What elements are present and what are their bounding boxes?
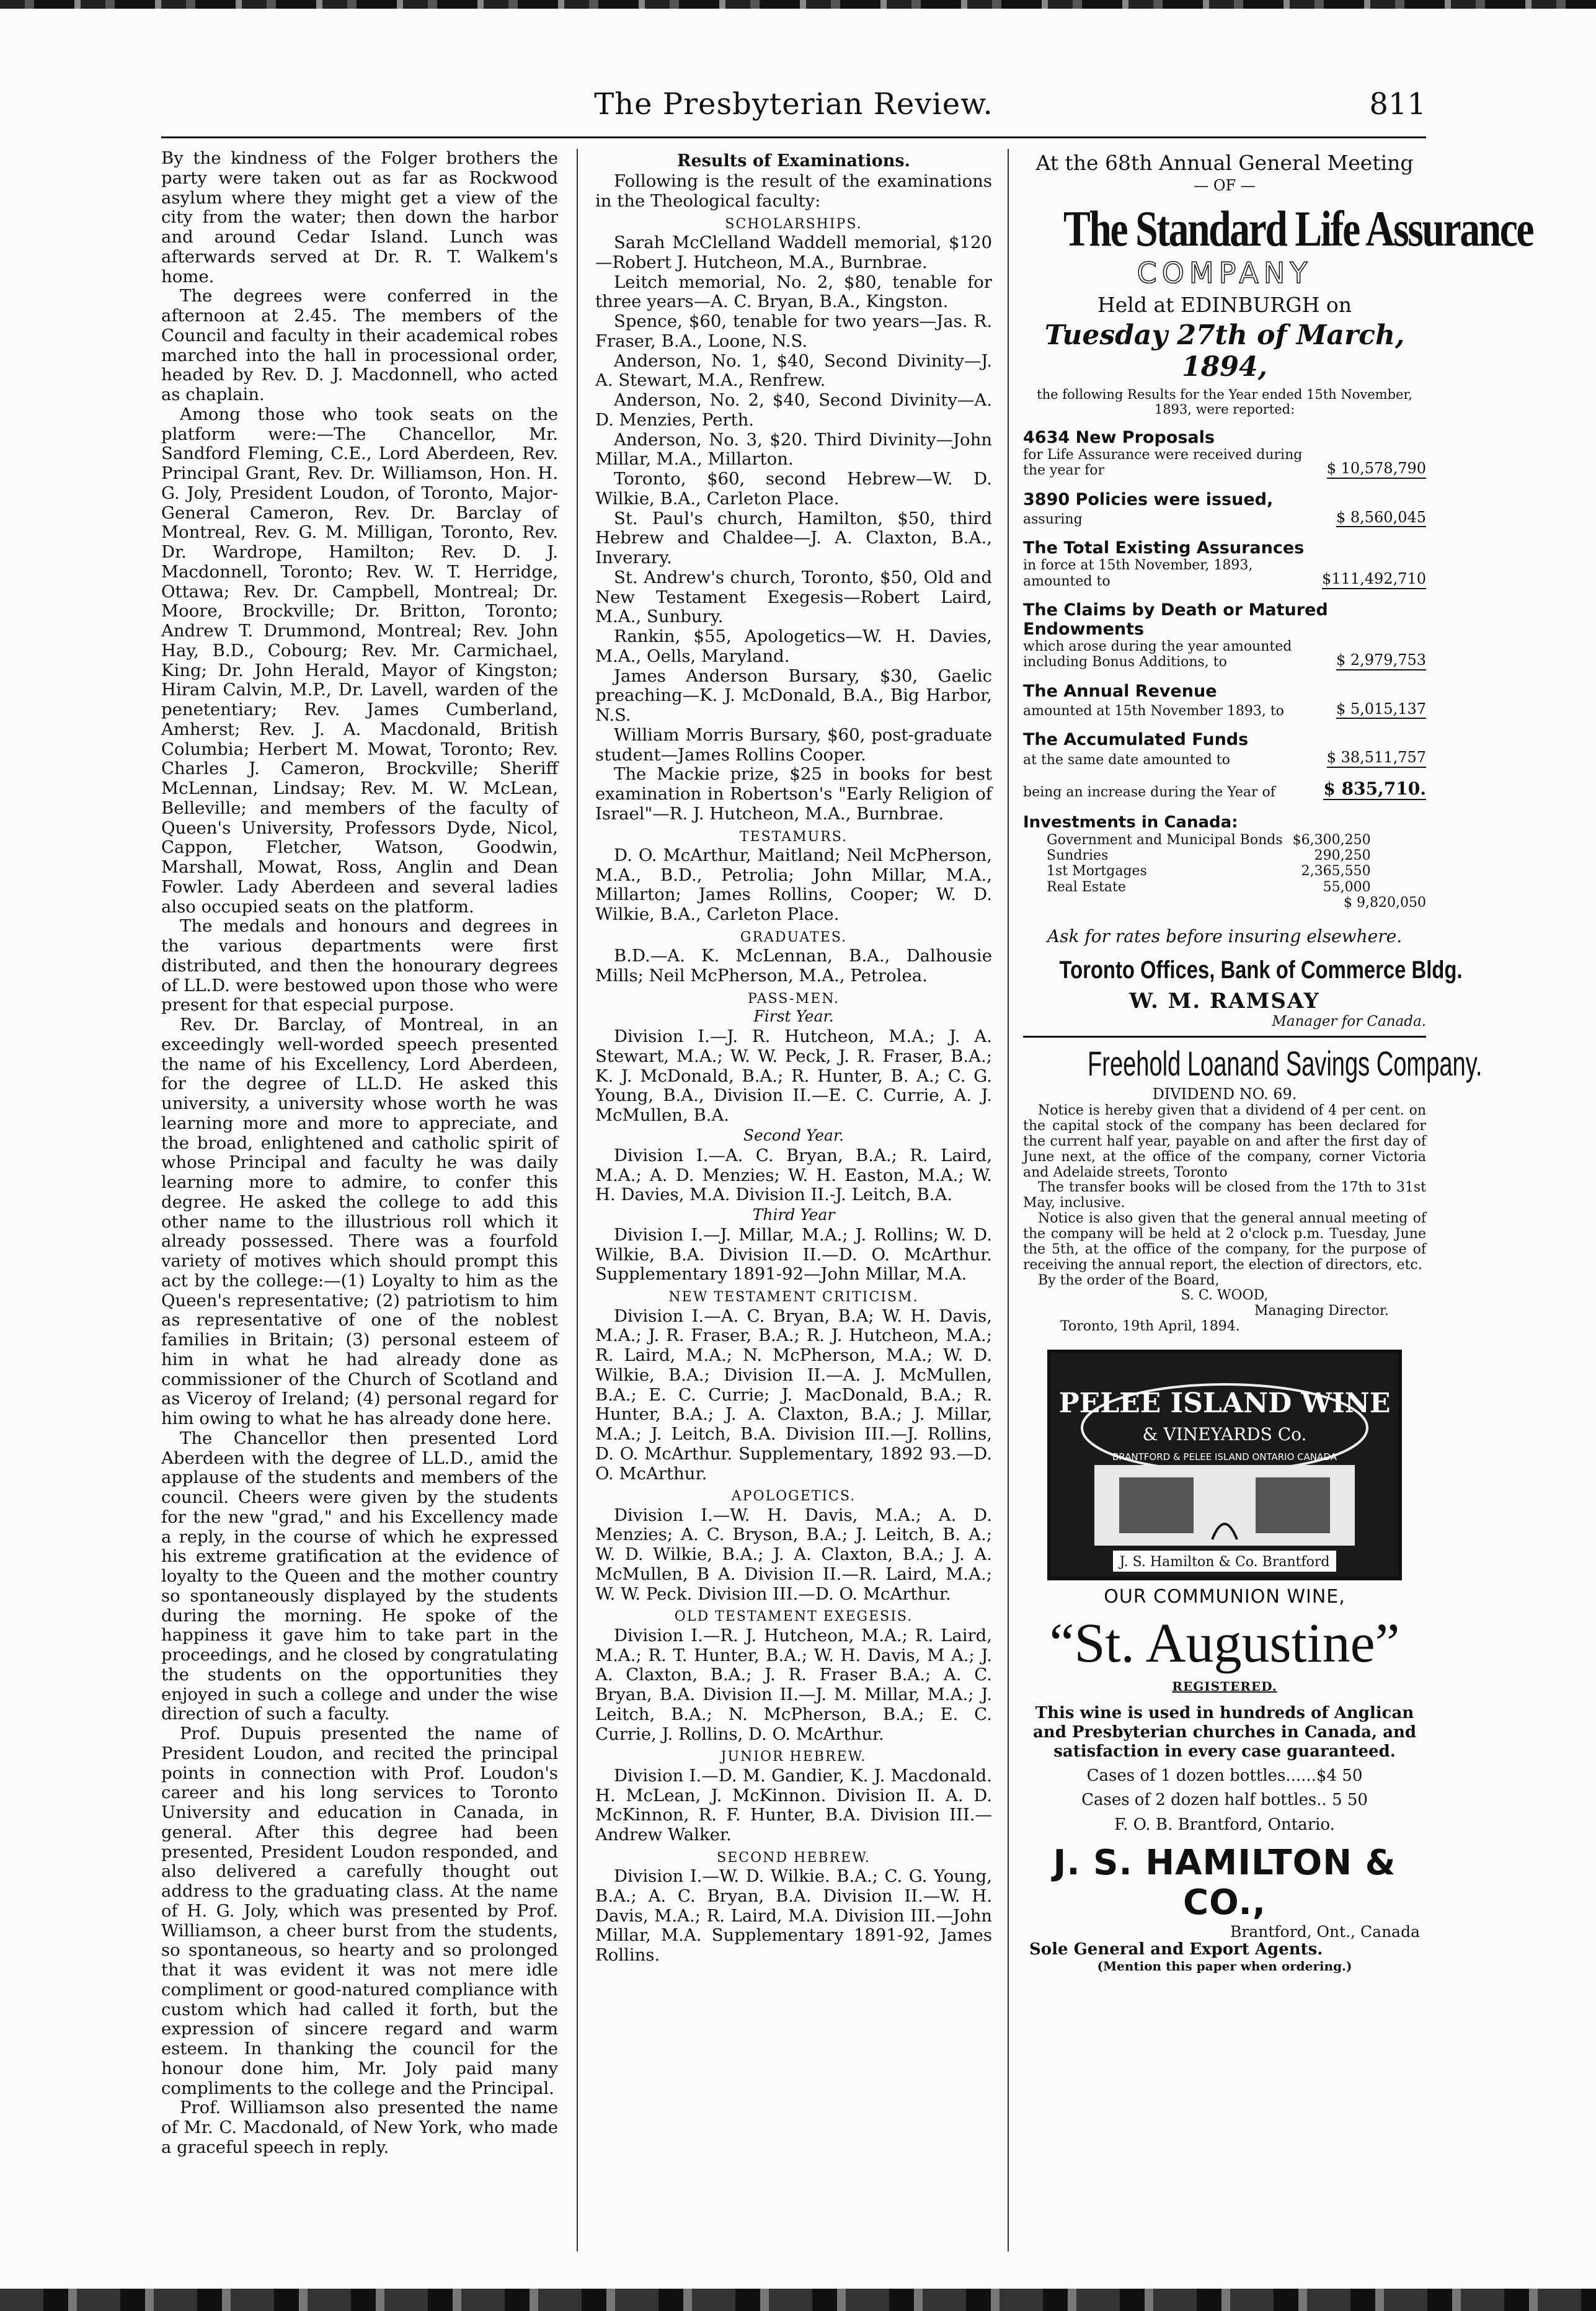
stat-item xyxy=(1023,538,1426,589)
ask-rates: Ask for rates before insuring elsewhere. xyxy=(1047,926,1403,947)
article-column-1 xyxy=(161,149,558,2158)
stat-amount: $ 38,511,757 xyxy=(1327,749,1426,768)
investments-table xyxy=(1042,832,1376,895)
stat-item xyxy=(1023,490,1426,528)
investment-row xyxy=(1042,879,1376,895)
stat-heading: The Annual Revenue xyxy=(1023,681,1217,701)
result-entry: Division I.—D. M. Gandier, K. J. Macdonald. H. McLean, J. McKinnon. Division II. A. D. McKinnon, R. F. Hunter, B.A. Division III.—Andrew Walker. xyxy=(595,1765,992,1845)
investments-block xyxy=(1023,814,1426,911)
section-title: OLD TESTAMENT EXEGESIS. xyxy=(674,1609,913,1625)
place-date: Toronto, 19th April, 1894. xyxy=(1060,1319,1240,1335)
dividend-number: DIVIDEND NO. 69. xyxy=(1152,1085,1297,1103)
notice-paragraph: Notice is hereby given that a dividend of 4 per cent. on the capital stock of the company has been declared for the current half year, payable on and after the first day of June next, at the office of the company, corner Victoria and Adelaide streets, Toronto xyxy=(1023,1103,1426,1180)
column-divider xyxy=(1008,149,1009,2251)
increase-row xyxy=(1023,779,1426,800)
result-entry: Anderson, No. 3, $20. Third Divinity—John Millar, M.A., Millarton. xyxy=(595,429,992,470)
cases-1: Cases of 1 dozen bottles......$4 50 xyxy=(1086,1766,1363,1785)
stat-text: in force at 15th November, 1893, amounted to xyxy=(1023,558,1253,589)
firm-name: J. S. HAMILTON & CO., xyxy=(1053,1842,1396,1923)
held-line: Held at EDINBURGH on xyxy=(1097,292,1352,317)
mention-paper: (Mention this paper when ordering.) xyxy=(1097,1959,1352,1974)
scan-edge-top xyxy=(0,0,1596,9)
investment-amount: 290,250 xyxy=(1314,848,1371,864)
section-title: JUNIOR HEBREW. xyxy=(720,1749,867,1765)
year-subtitle: First Year. xyxy=(753,1007,834,1026)
stat-text: assuring xyxy=(1023,511,1083,527)
advertisement-column xyxy=(1023,149,1533,1974)
signer-title: Managing Director. xyxy=(1254,1303,1389,1319)
result-entry: Toronto, $60, second Hebrew—W. D. Wilkie, B.A., Carleton Place. xyxy=(595,469,992,509)
wine-description: This wine is used in hundreds of Anglican and Presbyterian churches in Canada, and satisfaction in every case guaranteed. xyxy=(1032,1703,1417,1761)
column-divider xyxy=(577,149,578,2251)
paragraph: Rev. Dr. Barclay, of Montreal, in an exceedingly well-worded speech presented the name of his Excellency, Lord Aberdeen, for the degree of LL.D. He asked this university, a university whose worth he was learning more and more to appreciate, and the broad, enlightened and catholic spirit of whose Principal and faculty he was daily learning more to admire, to confer this degree. He asked the college to add this other name to the illustrious roll which it already possessed. There was a fourfold variety of motives which should prompt this act by the college:—(1) Loyalty to him as the Queen's representative; (2) patriotism to him as representative of one of the noblest families in Britain; (3) personal esteem of him in what he had already done as commissioner of the Church of Scotland and as Viceroy of Ireland; (4) personal regard for him owing to what he has already done here. xyxy=(161,1015,558,1428)
logo-line2: & VINEYARDS Co. xyxy=(1142,1423,1307,1445)
registered: REGISTERED. xyxy=(1172,1678,1277,1694)
header-rule xyxy=(161,136,1426,138)
results-sections xyxy=(595,216,992,1966)
by-order: By the order of the Board, xyxy=(1038,1272,1220,1288)
stat-heading: 4634 New Proposals xyxy=(1023,427,1215,447)
increase-label: being an increase during the Year of xyxy=(1023,784,1275,800)
section-title: SCHOLARSHIPS. xyxy=(725,216,862,232)
paragraph: By the kindness of the Folger brothers the party were taken out as far as Rockwood asylum where they might get a view of the city from the water; then down the harbor and around Cedar Island. Lunch was afterwards served at Dr. R. T. Walkem's home. xyxy=(161,148,558,287)
investments-heading: Investments in Canada: xyxy=(1023,813,1238,832)
stat-heading: 3890 Policies were issued, xyxy=(1023,489,1274,509)
result-entry: Division I.—A. C. Bryan, B.A.; R. Laird, M.A.; A. D. Menzies; W. H. Easton, M.A.; W. H. Davies, M.A. Division II.-J. Leitch, B.A. xyxy=(595,1145,992,1205)
result-entry: Division I.—J. Millar, M.A.; J. Rollins; W. D. Wilkie, B.A. Division II.—D. O. McArthur. Supplementary 1891-92—John Millar, M.A. xyxy=(595,1224,992,1285)
st-augustine: “St. Augustine” xyxy=(1049,1613,1400,1675)
notice-paragraph: Notice is also given that the general annual meeting of the company will be held at 2 o'clock p.m. Tuesday, June the 5th, at the office of the company, for the purpose of receiving the annual report, the election of directors, etc. xyxy=(1023,1211,1426,1273)
logo-line3: BRANTFORD & PELEE ISLAND ONTARIO CANADA xyxy=(1112,1451,1337,1463)
meeting-date: Tuesday 27th of March, 1894, xyxy=(1044,319,1405,383)
pelee-island-wine-logo xyxy=(1047,1350,1402,1580)
result-entry: Anderson, No. 1, $40, Second Divinity—J. A. Stewart, M.A., Renfrew. xyxy=(595,350,992,391)
stat-amount: $ 8,560,045 xyxy=(1336,509,1426,528)
agent-name: W. M. RAMSAY xyxy=(1129,988,1320,1013)
stat-item xyxy=(1023,682,1426,719)
meeting-line: At the 68th Annual General Meeting xyxy=(1035,151,1414,175)
investment-row xyxy=(1042,863,1376,879)
investment-row xyxy=(1042,848,1376,863)
result-entry: Division I.—J. R. Hutcheon, M.A.; J. A. Stewart, M.A.; W. W. Peck, J. R. Fraser, B.A.; K. J. McDonald, B.A.; R. Hunter, B. A.; C. G. Young, B.A., Division II.—E. C. Currie, A. J. McMullen, B.A. xyxy=(595,1026,992,1126)
section-title: PASS-MEN. xyxy=(747,991,840,1007)
freehold-name: Freehold Loanand Savings Company. xyxy=(1088,1044,1483,1084)
of-line: — OF — xyxy=(1194,176,1256,194)
investment-amount: $6,300,250 xyxy=(1292,832,1371,848)
section-title: TESTAMURS. xyxy=(739,829,848,845)
stat-text: amounted at 15th November 1893, to xyxy=(1023,703,1284,719)
paragraph: Prof. Dupuis presented the name of President Loudon, and recited the principal points in connection with Prof. Loudon's career and his long services to Toronto University and education in Canada, in general. After this degree had been presented, President Loudon responded, and also delivered a carefully thought out address to the graduating class. At the name of H. G. Joly, which was presented by Prof. Williamson, a cheer burst from the students, so spontaneous, so hearty and so prolonged that it was evident it was not mere idle compliment or good-natured compliance with custom which had called it forth, but the expression of sincere regard and warm esteem. In thanking the council for the honour done him, Mr. Joly paid many compliments to the college and the Principal. xyxy=(161,1724,558,2098)
result-entry: James Anderson Bursary, $30, Gaelic preaching—K. J. McDonald, B.A., Big Harbor, N.S. xyxy=(595,666,992,726)
stat-heading: The Total Existing Assurances xyxy=(1023,538,1305,558)
firm-address: Brantford, Ont., Canada xyxy=(1230,1922,1420,1941)
fob: F. O. B. Brantford, Ontario. xyxy=(1114,1815,1335,1835)
assurance-stats xyxy=(1023,428,1426,768)
stat-heading: The Claims by Death or Matured Endowments xyxy=(1023,600,1328,639)
result-entry: Spence, $60, tenable for two years—Jas. R. Fraser, B.A., Loone, N.S. xyxy=(595,311,992,351)
stat-heading: The Accumulated Funds xyxy=(1023,730,1249,750)
stat-text: for Life Assurance were received during the year for xyxy=(1023,447,1303,479)
investment-label: Sundries xyxy=(1047,848,1109,864)
scan-edge-bottom xyxy=(0,2289,1596,2311)
results-note: the following Results for the Year ended 15th November, 1893, were reported: xyxy=(1037,386,1412,417)
section-title: GRADUATES. xyxy=(740,929,848,945)
year-subtitle: Third Year xyxy=(752,1206,835,1224)
result-entry: Leitch memorial, No. 2, $80, tenable for three years—A. C. Bryan, B.A., Kingston. xyxy=(595,272,992,312)
section-title: APOLOGETICS. xyxy=(731,1489,856,1505)
ad-divider xyxy=(1023,1036,1426,1038)
logo-line1: PELEE ISLAND WINE xyxy=(1058,1387,1391,1419)
sole-agents: Sole General and Export Agents. xyxy=(1029,1940,1323,1959)
investment-amount: 2,365,550 xyxy=(1301,863,1371,879)
investment-label: Real Estate xyxy=(1047,879,1126,895)
page-header xyxy=(161,87,1426,130)
result-entry: Division I.—R. J. Hutcheon, M.A.; R. Laird, M.A.; R. T. Hunter, B.A.; W. H. Davis, M A.; J. A. Claxton, B.A.; J. R. Fraser B.A.; A. C. Bryan, B.A. Division II.—J. M. Millar, M.A.; J. Leitch, B.A.; N. McPherson, B.A.; E. C. Currie, J. Rollins, D. O. McArthur. xyxy=(595,1625,992,1744)
result-entry: William Morris Bursary, $60, post-graduate student—James Rollins Cooper. xyxy=(595,724,992,765)
investment-label: 1st Mortgages xyxy=(1047,863,1147,879)
result-entry: The Mackie prize, $25 in books for best examination in Robertson's "Early Religion of Israel"—R. J. Hutcheon, M.A., Burnbrae. xyxy=(595,764,992,824)
communion-wine: OUR COMMUNION WINE, xyxy=(1104,1585,1346,1608)
standard-life-name: The Standard Life Assurance xyxy=(1063,200,1533,257)
result-entry: St. Paul's church, Hamilton, $50, third Hebrew and Chaldee—J. A. Claxton, B.A., Inverary. xyxy=(595,508,992,568)
signer: S. C. WOOD, xyxy=(1181,1288,1269,1304)
stat-text: which arose during the year amounted including Bonus Additions, to xyxy=(1023,638,1292,670)
investment-label: Government and Municipal Bonds xyxy=(1047,832,1283,848)
paragraph: The degrees were conferred in the afternoon at 2.45. The members of the Council and faculty in their academical robes marched into the hall in processional order, headed by Rev. D. J. Macdonnell, who acted as chaplain. xyxy=(161,286,558,404)
section-title: SECOND HEBREW. xyxy=(717,1850,871,1866)
result-entry: Division I.—A. C. Bryan, B.A; W. H. Davis, M.A.; J. R. Fraser, B.A.; R. J. Hutcheon, M.A.; R. Laird, M.A.; N. McPherson, M.A.; W. D. Wilkie, B.A.; Division II.—A. J. McMullen, B.A.; E. C. Currie; J. MacDonald, B.A.; R. Hunter, B.A.; J. A. Claxton, B.A.; J. Millar, M.A.; J. Leitch, B.A. Division III.—J. Rollins, D. O. McArthur. Supplementary, 1892 93.—D. O. McArthur. xyxy=(595,1306,992,1484)
result-entry: St. Andrew's church, Toronto, $50, Old and New Testament Exegesis—Robert Laird, M.A., Sunbury. xyxy=(595,567,992,627)
agent-title: Manager for Canada. xyxy=(1272,1013,1426,1030)
paragraph: The Chancellor then presented Lord Aberdeen with the degree of LL.D., amid the applause of the students and members of the council. Cheers were given by the students for the new "grad," and his Excellency made a reply, in the course of which he expressed his extreme gratification at the evidence of loyalty to the Queen and the mother country so spontaneously displayed by the students during the morning. He spoke of the happiness it gave him to take part in the proceedings, and he closed by congratulating the students on the opportunities they enjoyed in such a college and under the wise direction of such a faculty. xyxy=(161,1428,558,1724)
stat-item xyxy=(1023,600,1426,670)
stat-item xyxy=(1023,730,1426,768)
investment-amount: 55,000 xyxy=(1323,879,1371,895)
exam-results-column xyxy=(595,149,992,1966)
result-entry: B.D.—A. K. McLennan, B.A., Dalhousie Mills; Neil McPherson, M.A., Petrolea. xyxy=(595,946,992,986)
year-subtitle: Second Year. xyxy=(743,1126,845,1144)
stat-amount: $111,492,710 xyxy=(1322,571,1426,589)
result-entry: Rankin, $55, Apologetics—W. H. Davies, M.A., Oells, Maryland. xyxy=(595,626,992,666)
stat-item xyxy=(1023,428,1426,479)
freehold-notice xyxy=(1023,1103,1426,1335)
result-entry: Division I.—W. H. Davis, M.A.; A. D. Menzies; A. C. Bryson, B.A.; J. Leitch, B. A.; W. D. Wilkie, B.A.; J. A. Claxton, B.A.; J. A. McMullen, B A. Division II.—R. Laird, M.A.; W. W. Peck. Division III.—D. O. McArthur. xyxy=(595,1505,992,1604)
toronto-offices: Toronto Offices, Bank of Commerce Bldg. xyxy=(1059,956,1463,984)
logo-line4: J. S. Hamilton & Co. Brantford xyxy=(1119,1554,1330,1570)
journal-title: The Presbyterian Review. xyxy=(594,87,993,122)
stat-amount: $ 10,578,790 xyxy=(1327,460,1426,479)
paragraph: Among those who took seats on the platform were:—The Chancellor, Mr. Sandford Fleming, C.E., Lord Aberdeen, Rev. Principal Grant, Rev. Dr. Williamson, Hon. H. G. Joly, President Loudon, of Toronto, Major-General Cameron, Rev. Dr. Barclay of Montreal, Rev. G. M. Milligan, Toronto, Rev. Dr. Wardrope, Hamilton; Rev. D. J. Macdonnell, Toronto; Rev. W. T. Herridge, Ottawa; Rev. Dr. Campbell, Montreal; Dr. Moore, Brockville; Dr. Britton, Toronto; Andrew T. Drummond, Montreal; Rev. John Hay, B.D., Cobourg; Rev. Mr. Carmichael, King; Dr. John Herald, Mayor of Kingston; Hiram Calvin, M.P., Dr. Lavell, warden of the penetentiary; Rev. James Cumberland, Amherst; Rev. J. A. Macdonald, British Columbia; Herbert M. Mowat, Toronto; Rev. Charles J. Cameron, Brockville; Sheriff McLennan, Lindsay; Rev. M. W. McLean, Belleville; and members of the faculty of Queen's University, Professors Dyde, Nicol, Cappon, Fletcher, Watson, Goodwin, Marshall, Mowat, Ross, Anglin and Dean Fowler. Lady Aberdeen and several ladies also occupied seats on the platform. xyxy=(161,404,558,917)
company-word: COMPANY xyxy=(1137,256,1313,290)
result-entry: D. O. McArthur, Maitland; Neil McPherson, M.A., B.D., Petrolia; John Millar, M.A., Millarton; James Rollins, Cooper; W. D. Wilkie, B.A., Carleton Place. xyxy=(595,845,992,925)
paragraph: Prof. Williamson also presented the name of Mr. C. Macdonald, of New York, who made a graceful speech in reply. xyxy=(161,2098,558,2157)
paragraph: The medals and honours and degrees in the various departments were first distributed, and then the honourary degrees of LL.D. were bestowed upon those who were present for that especial purpose. xyxy=(161,916,558,1015)
increase-amount: $ 835,710. xyxy=(1323,779,1426,800)
section-heading: Results of Examinations. xyxy=(677,151,910,171)
result-entry: Anderson, No. 2, $40, Second Divinity—A. D. Menzies, Perth. xyxy=(595,390,992,430)
investment-row xyxy=(1042,832,1376,848)
section-title: NEW TESTAMENT CRITICISM. xyxy=(668,1289,919,1306)
stat-text: at the same date amounted to xyxy=(1023,752,1230,768)
page-number: 811 xyxy=(1369,87,1426,122)
result-entry: Division I.—W. D. Wilkie. B.A.; C. G. Young, B.A.; A. C. Bryan, B.A. Division II.—W. H. Davis, M.A.; R. Laird, M.A. Division III.—John Millar, M.A. Supplementary 1891-92, James Rollins. xyxy=(595,1866,992,1966)
notice-paragraph: The transfer books will be closed from the 17th to 31st May, inclusive. xyxy=(1023,1180,1426,1211)
intro-text: Following is the result of the examinations in the Theological faculty: xyxy=(595,171,992,211)
stat-amount: $ 2,979,753 xyxy=(1336,652,1426,670)
cases-2: Cases of 2 dozen half bottles.. 5 50 xyxy=(1081,1791,1368,1810)
stat-amount: $ 5,015,137 xyxy=(1336,701,1426,719)
wine-label-illustration xyxy=(1051,1353,1398,1577)
result-entry: Sarah McClelland Waddell memorial, $120 —Robert J. Hutcheon, M.A., Burnbrae. xyxy=(595,233,992,272)
investments-total: $ 9,820,050 xyxy=(1344,895,1426,911)
